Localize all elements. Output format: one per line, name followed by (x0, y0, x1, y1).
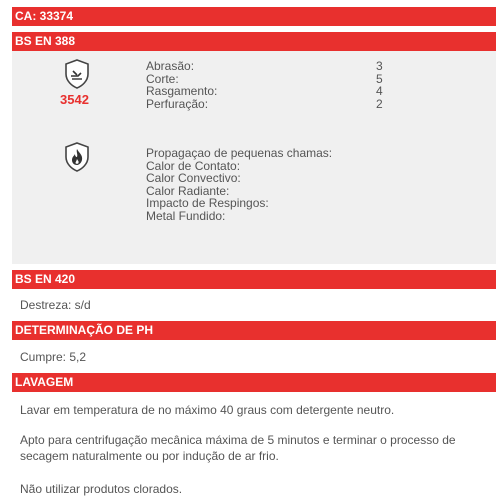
mech-label-rasgamento: Rasgamento: (146, 84, 218, 98)
mech-value-abrasao: 3 (376, 59, 383, 73)
ph-header: DETERMINAÇÃO DE PH (12, 321, 496, 340)
performance-code: 3542 (60, 92, 89, 107)
bs-en-388-header: BS EN 388 (12, 32, 496, 51)
lavagem-header: LAVAGEM (12, 373, 496, 392)
thermal-label-respingos: Impacto de Respingos: (146, 196, 269, 210)
thermal-label-convectivo: Calor Convectivo: (146, 171, 241, 185)
shield-hand-cut-icon (64, 59, 90, 89)
bs-en-388-panel (12, 51, 496, 264)
thermal-label-metal: Metal Fundido: (146, 208, 226, 223)
ca-header: CA: 33374 (12, 7, 496, 26)
lavagem-paragraph-1: Lavar em temperatura de no máximo 40 graus com detergente neutro. (20, 403, 395, 417)
ph-text: Cumpre: 5,2 (20, 350, 87, 364)
bs-en-420-header: BS EN 420 (12, 270, 496, 289)
mech-label-abrasao: Abrasão: (146, 59, 195, 73)
mech-value-perfuracao: 2 (376, 96, 383, 111)
lavagem-paragraph-3: Não utilizar produtos clorados. (20, 482, 183, 496)
thermal-label-radiante: Calor Radiante: (146, 183, 230, 198)
mech-value-corte: 5 (376, 71, 383, 86)
mech-label-corte: Corte: (146, 71, 179, 86)
mech-value-rasgamento: 4 (376, 84, 383, 98)
thermal-label-contato: Calor de Contato: (146, 158, 241, 173)
lavagem-paragraph-2: Apto para centrifugação mecânica máxima de 5 minutos e terminar o processo de secagem naturalmente ou por indução de ar frio. (20, 433, 456, 463)
thermal-label-chamas: Propagaçao de pequenas chamas: (146, 146, 333, 160)
destreza-text: Destreza: s/d (20, 298, 91, 312)
shield-flame-icon (64, 142, 90, 172)
mech-label-perfuracao: Perfuração: (146, 96, 209, 111)
